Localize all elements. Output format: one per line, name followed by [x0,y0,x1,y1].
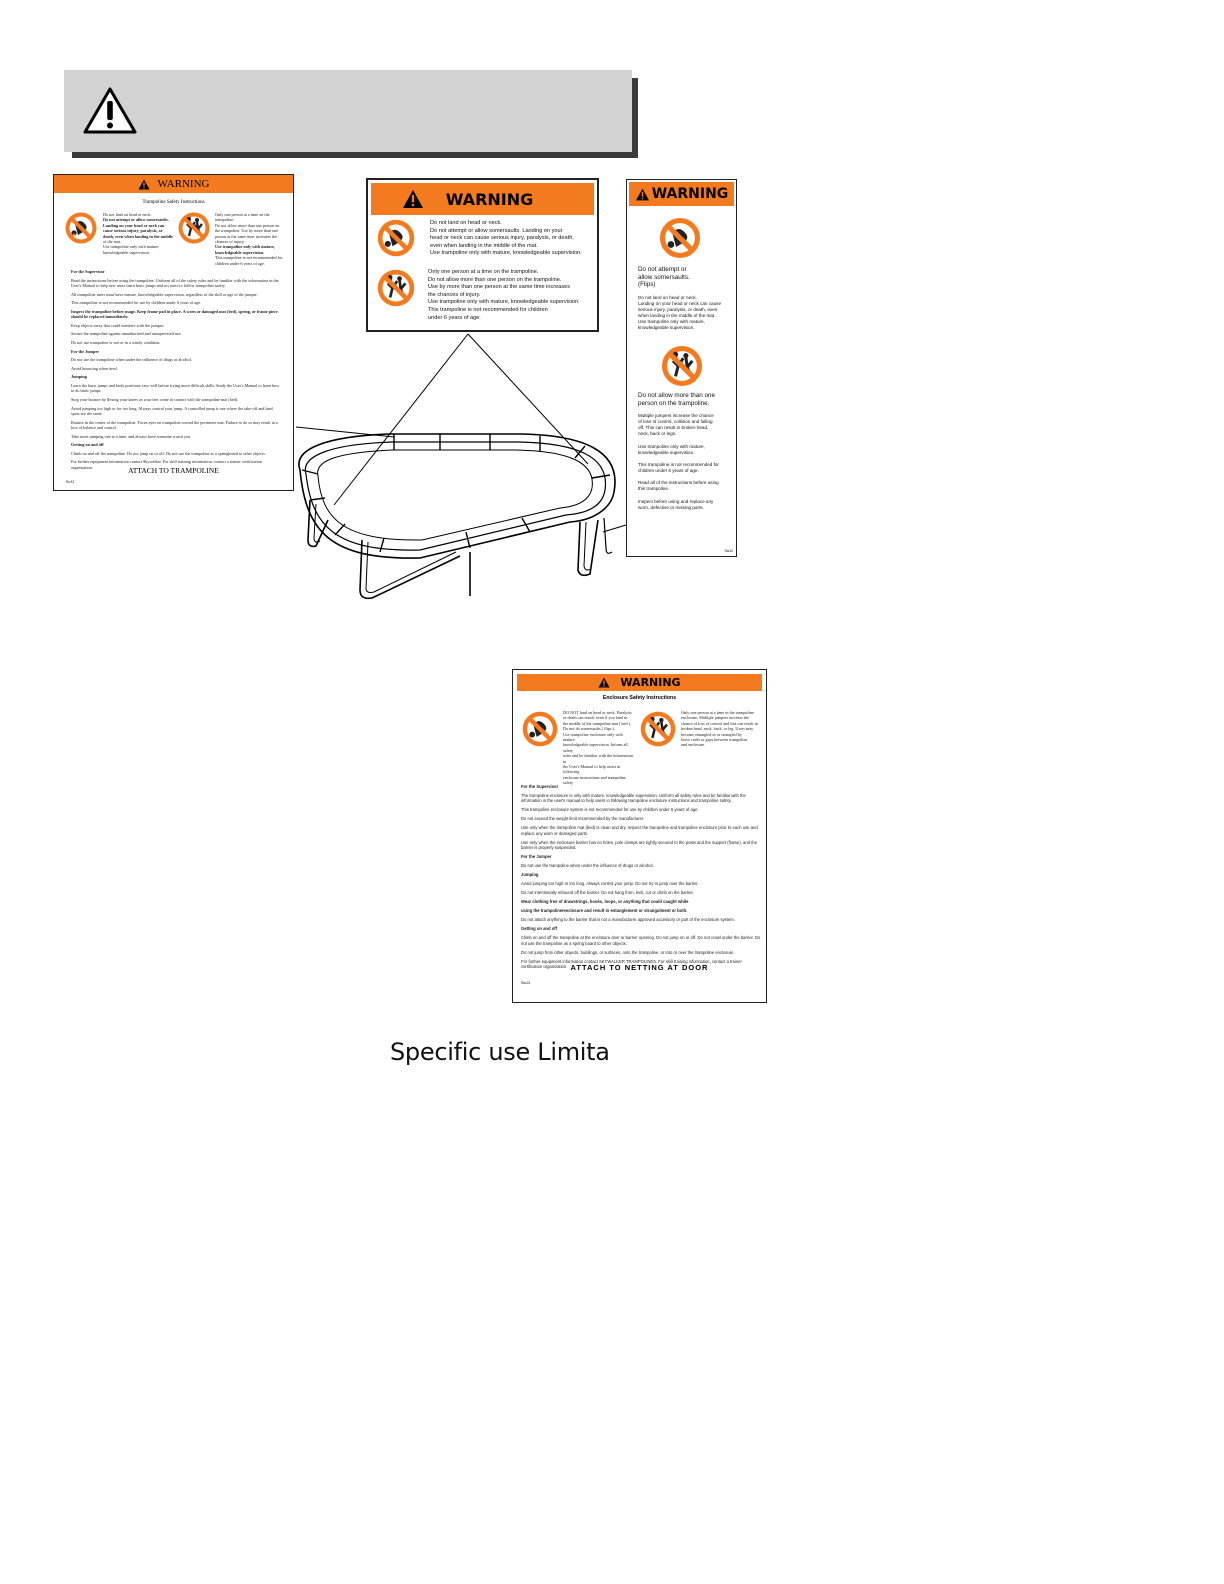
text-line: person on the trampoline. [638,399,710,407]
text-line: and enclosure. [681,742,706,748]
text-line: the trampoline. Use by more than one [215,228,279,234]
no-somersault-icon [64,211,98,245]
text-line: Do not allow more than one person on the trampoline. [428,276,562,283]
text-line: rules and be familiar with the information in [563,753,634,764]
text-line: the User's Manual to help assist in following [563,764,621,775]
text-line: Do not land on head or neck. [638,294,697,300]
text-line: when landing in the middle of the mat. [638,313,716,319]
text-line: chances of injury. [215,239,245,245]
label-code: Sw13 [521,981,530,985]
label-title: Trampoline Safety Instructions [142,200,205,205]
text-line: loose cords or gaps between trampoline [681,737,748,743]
label-header-text: WARNING [157,178,210,190]
body-paragraph: Do not intentionally rebound off the barrier. Do not hang from, kick, cut or climb on the barrier. [521,890,694,896]
body-paragraph: Do not use the trampoline when under the influence of drugs or alcohol. [71,357,192,363]
text-line: Do not allow more than one person on [215,222,280,228]
text-line: Inspect before using and replace any [638,498,714,504]
text-line: chance of loss of control and this can result in [681,720,758,726]
text-line: Do not land on head or neck. [103,212,152,217]
text-line: worn, defective or missing parts. [638,504,704,510]
body-paragraph: Climb on and off the trampoline at the enclosure door or barrier opening. Do not jump on or off. Do not crawl under the barrier. Do not use the trampoline as a spring board to other objects. [521,935,761,946]
warning-triangle-icon [138,179,150,190]
text-line: knowledgeable supervision. [638,449,695,455]
body-paragraph: Use only when the enclosure barrier has no holes, pole clamps are tightly secured to the posts and the support (frame), and the barrier is properly suspended. [521,839,758,851]
text-line: knowledgeable supervision. Inform all safety [563,742,628,753]
text-line: of loss of control, collision and falling [638,419,713,425]
text-line: (Flips) [638,281,656,289]
label-header [517,674,762,691]
center-warning-label [366,178,599,332]
text-line: under 6 years of age. [428,314,481,321]
text-line: enclosure instructions and trampoline safety. [563,774,626,786]
text-line: Use trampoline only with mature, [638,443,705,449]
text-line: Multiple jumpers increase the chance [638,413,714,419]
tall-warning-label [626,179,737,557]
body-paragraph: For the Jumper [521,854,552,860]
text-line: knowledgeable supervision. [215,249,265,255]
text-line: neck, back or legs. [638,431,677,437]
label-left-text [103,212,173,255]
no-multiple-jumpers-icon [376,268,416,308]
body-paragraph: For further equipment information contact SKYWALKER TRAMPOLINES. For skill training information, contact a trainer certification organization. [521,958,742,970]
text-line: Use trampoline only with mature, knowledgeable supervision. [428,299,580,306]
text-line: Landing on your head or neck can [103,222,165,228]
body-paragraph: Do not jump from other objects, buildings, or surfaces, onto the trampoline, or into or over the trampoline enclosure. [521,949,735,955]
text-line: enclosure. Multiple jumpers increase the [681,715,750,721]
body-paragraph: For the Supervisor [521,784,559,789]
label-header [54,175,293,193]
body-paragraph: Avoid jumping too high or too long. Always control your jump. Do not try to jump over the barrier. [521,881,699,887]
text-line: Do not attempt or allow somersaults. [103,217,169,223]
text-line: head or neck can cause serious injury, paralysis, or death, [430,235,574,242]
text-line: the middle of the trampoline mat ( bed ). [563,720,632,726]
label-left-text [563,710,633,786]
body-paragraph: using the trampoline/enclosure and result in entanglement or strangulment or both. [521,908,688,914]
text-line: Read all of the instructions before using [638,480,719,486]
body-paragraph: Bounce in the center of the trampoline. Focus eyes on trampoline toward the perimeter mat. Failure to do so may result in a loss of balance and control. [71,419,278,430]
body-paragraph: For the Supervisor [71,269,105,274]
text-line: Do not allow more than one [638,392,716,399]
body-paragraph: Do not attach anything to the barrier that is not a manufacturer approved accessory or part of the enclosure system. [521,917,735,923]
body-paragraph: This trampoline is not recommended for use by children under 6 years of age. [71,300,202,306]
text-line: Use by more than one person at the same time increases [428,284,571,291]
text-line: Use trampoline only with mature, [103,244,160,250]
label-code: Sw12 [66,480,75,484]
no-somersault-icon [376,218,416,258]
text-line: broken head, neck, back, or leg. Users may [681,726,754,732]
label-body-text [521,784,761,973]
body-paragraph: Read the instructions before using the trampoline. Uniform all of the safety rules and be familiar with the information in the User's Manual to help new users learn basic jumps and act users to follow trampoline safety. [71,277,279,288]
label-header [629,182,734,206]
warning-triangle-icon [635,188,650,201]
label-body-text [71,269,281,473]
text-line: of the mat. [103,239,122,245]
text-line: death, even when landing in the middle [103,233,173,239]
body-paragraph: Take turns jumping one at a time, and always have someone watch you. [71,433,192,439]
text-line: knowledgeable supervision. [103,249,150,255]
body-paragraph: Getting on and off [71,442,104,448]
label-header [371,183,594,215]
text-line: this trampoline. [638,486,670,492]
body-paragraph: Getting on and off [521,926,558,932]
text-line: cause serious injury, paralysis, or [103,228,163,234]
warning-triangle-icon [598,677,610,688]
text-line: even when landing in the middle of the mat. [430,242,538,249]
text-line: Use trampoline only with mature, [215,244,276,250]
body-paragraph: Stop your bounce by flexing your knees as your feet come in contact with the trampoline mat (bed). [71,396,239,402]
text-line: children under 6 years of age. [638,468,699,474]
body-paragraph: Do not use trampoline is wet or in a windy condition. [71,339,161,345]
body-paragraph: Climb on and off the trampoline. Do not jump on or off. Do not use the trampoline as a springboard to other objects. [71,450,266,456]
warning-triangle-icon [402,189,424,209]
section-heading: Specific use Limita [390,1038,610,1066]
text-line: Do not do somersaults ( flips ). [563,726,615,732]
label-text-block-2 [638,392,733,511]
body-paragraph: Learn the basic jumps and body positions very well before trying more difficult skills. Study the User's Manual to learn how to do basic jumps. [71,382,280,394]
text-line: serious injury, paralysis, or death, even [638,306,718,312]
text-line: Landing on your head or neck can cause [638,300,722,306]
text-line: Do not land on head or neck. [430,220,502,226]
text-line: This trampoline is not recommended for [638,461,719,467]
label-right-text [681,710,759,748]
body-paragraph: Avoid jumping too high or for too long. Always control your jump. A controlled jump is one where the take-off and land spots are the same. [71,405,273,416]
trampoline-safety-label [53,174,294,491]
body-paragraph: For further equipment information contact Skywalker. For skill training information, contact a trainer certification organization. [71,459,263,470]
text-line: DO NOT land on head or neck. Paralysis [563,710,632,715]
label-text-block-1 [638,266,733,331]
text-line: trampoline. [215,217,235,223]
text-line: Use trampoline only with mature, knowledgeable supervision. [430,250,582,257]
text-line: off. This can result in broken head, [638,425,709,431]
label-text-group-a [430,220,595,258]
body-paragraph: For the Jumper [71,348,100,354]
text-line: Do not attempt or [638,266,687,273]
body-paragraph: Use only when the trampoline mat (bed) is clean and dry. Inspect the trampoline and trampoline enclosure prior to each use and replace any worn or damaged parts. [521,825,758,836]
attach-instruction: ATTACH TO NETTING AT DOOR [570,963,709,972]
body-paragraph: Wear clothing free of drawstrings, hooks, loops, or anything that could caught while [521,899,689,905]
body-paragraph: This trampoline enclosure system is not recommended for use by children under 6 years of age. [521,807,699,813]
body-paragraph: Inspect the trampoline before usage. Keep frame pad in place. A worn or damaged mat (bed), spring, or frame piece should be replaced immediately. [71,308,278,320]
body-paragraph: Jumping [71,374,87,380]
text-line: Only one person at a time on the trampoline. [428,269,539,275]
body-paragraph: The trampoline enclosure is only with mature, knowledgeable supervision. Uniform all safety rules and be familiar with the information in the user's manual to help users in following trampoline enclosure instructions and trampoline safety. [521,793,746,804]
body-paragraph: Jumping [521,872,539,878]
enclosure-safety-label [512,669,767,1003]
text-line: Do not attempt or allow somersaults. Landing on your [430,227,563,234]
body-paragraph: Secure the trampoline against unauthorized and unsupervised use. [71,331,182,337]
text-line: or death can result, even if you land in [563,715,628,721]
text-line: Use trampoline only with mature, [638,319,705,325]
body-paragraph: Keep objects away that could interfere with the jumper. [71,322,164,328]
text-line: Only one person at a time on the [215,212,270,217]
text-line: Only one person at a time in the trampoline [681,710,754,715]
body-paragraph: Avoid bouncing when tired. [71,365,118,371]
body-paragraph: Do not exceed the weight limit recommended by the manufacturer. [521,816,645,822]
text-line: become entangled in or strangled by [681,731,742,737]
text-line: Use trampoline enclosure only with mature [563,731,623,743]
text-line: allow somersaults. [638,273,690,281]
text-line: knowledgeable supervision. [638,325,695,331]
text-line: person at the same time increases the [215,233,278,239]
label-header-text: WARNING [620,676,681,689]
no-multiple-jumpers-icon [639,710,677,748]
label-text-group-b [428,269,596,322]
text-line: children under 6 years of age. [215,260,265,266]
no-somersault-icon [521,710,559,748]
attach-instruction: ATTACH TO TRAMPOLINE [128,466,219,475]
text-line: This trampoline is not recommended for children [428,306,548,313]
no-somersault-icon [658,216,702,260]
text-line: the chances of injury. [428,291,481,298]
label-right-text [215,212,287,266]
label-header-text: WARNING [651,186,729,202]
text-line: This trampoline is not recommended for [215,255,283,261]
label-code: Sw12 [724,549,733,553]
body-paragraph: Do not use the trampoline when under the influence of drugs or alcohol. [521,863,654,869]
label-title: Enclosure Safety Instructions [602,695,677,701]
no-multiple-jumpers-icon [660,344,704,388]
no-multiple-jumpers-icon [177,211,211,245]
label-header-text: WARNING [445,189,534,209]
body-paragraph: All trampoline users must have mature, knowledgeable supervision, regardless of the skill or age of the jumper. [71,291,258,297]
